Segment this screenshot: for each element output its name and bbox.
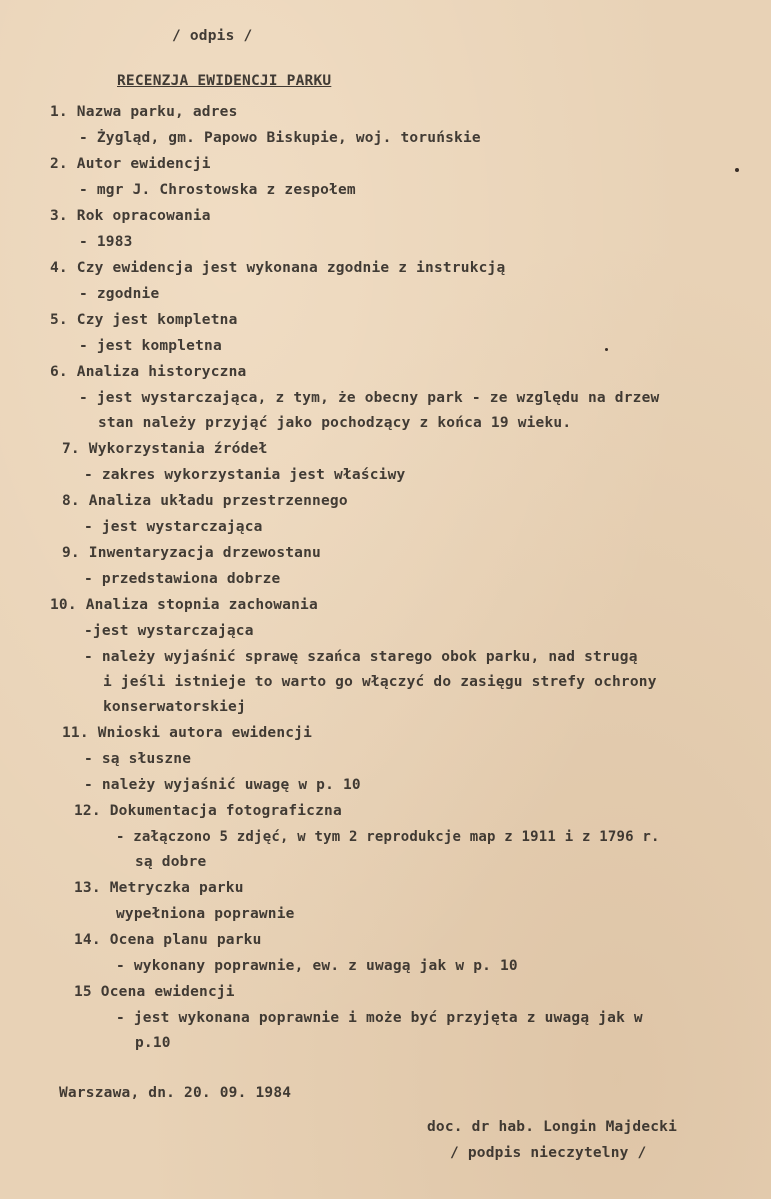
item-14-question: 14. Ocena planu parku bbox=[74, 932, 262, 948]
item-9-question: 9. Inwentaryzacja drzewostanu bbox=[62, 545, 321, 561]
item-8-answer: - jest wystarczająca bbox=[84, 519, 263, 535]
item-11-answer-line-2: - należy wyjaśnić uwagę w p. 10 bbox=[84, 777, 361, 793]
item-11-question: 11. Wnioski autora ewidencji bbox=[62, 725, 313, 741]
item-2-question: 2. Autor ewidencji bbox=[50, 156, 211, 172]
item-3-question: 3. Rok opracowania bbox=[50, 208, 211, 224]
paper-speck bbox=[735, 168, 739, 172]
item-5-question: 5. Czy jest kompletna bbox=[50, 312, 238, 328]
item-15-answer-line-2: p.10 bbox=[135, 1035, 171, 1051]
item-7-answer: - zakres wykorzystania jest właściwy bbox=[84, 467, 406, 483]
item-10-answer-line-4: konserwatorskiej bbox=[103, 699, 246, 715]
document-title: RECENZJA EWIDENCJI PARKU bbox=[117, 73, 332, 89]
item-12-question: 12. Dokumentacja fotograficzna bbox=[74, 803, 342, 819]
paper-speck bbox=[605, 348, 608, 351]
item-14-answer: - wykonany poprawnie, ew. z uwagą jak w p. 10 bbox=[116, 958, 518, 974]
item-2-answer: - mgr J. Chrostowska z zespołem bbox=[79, 182, 356, 198]
item-1-answer: - Żygląd, gm. Papowo Biskupie, woj. toruńskie bbox=[79, 130, 481, 146]
item-4-answer: - zgodnie bbox=[79, 286, 160, 302]
item-7-question: 7. Wykorzystania źródeł bbox=[62, 441, 268, 457]
item-15-question: 15 Ocena ewidencji bbox=[74, 984, 235, 1000]
item-6-question: 6. Analiza historyczna bbox=[50, 364, 247, 380]
item-10-answer-line-3: i jeśli istnieje to warto go włączyć do zasięgu strefy ochrony bbox=[103, 674, 657, 690]
item-12-answer-line-1: - załączono 5 zdjęć, w tym 2 reprodukcje map z 1911 i z 1796 r. bbox=[116, 829, 660, 845]
signatory-name: doc. dr hab. Longin Majdecki bbox=[427, 1119, 678, 1135]
item-11-answer-line-1: - są słuszne bbox=[84, 751, 192, 767]
item-6-answer-line-2: stan należy przyjąć jako pochodzący z końca 19 wieku. bbox=[98, 415, 572, 431]
item-3-answer: - 1983 bbox=[79, 234, 133, 250]
item-13-answer: wypełniona poprawnie bbox=[116, 906, 295, 922]
item-10-question: 10. Analiza stopnia zachowania bbox=[50, 597, 318, 613]
copy-mark: / odpis / bbox=[172, 28, 253, 44]
signature-note: / podpis nieczytelny / bbox=[450, 1145, 647, 1161]
item-12-answer-line-2: są dobre bbox=[135, 854, 207, 870]
item-8-question: 8. Analiza układu przestrzennego bbox=[62, 493, 348, 509]
item-6-answer-line-1: - jest wystarczająca, z tym, że obecny park - ze względu na drzew bbox=[79, 390, 660, 406]
item-10-answer-line-2: - należy wyjaśnić sprawę szańca starego obok parku, nad strugą bbox=[84, 649, 638, 665]
item-9-answer: - przedstawiona dobrze bbox=[84, 571, 281, 587]
item-10-answer-line-1: -jest wystarczająca bbox=[84, 623, 254, 639]
item-1-question: 1. Nazwa parku, adres bbox=[50, 104, 238, 120]
item-4-question: 4. Czy ewidencja jest wykonana zgodnie z instrukcją bbox=[50, 260, 506, 276]
item-5-answer: - jest kompletna bbox=[79, 338, 222, 354]
item-15-answer-line-1: - jest wykonana poprawnie i może być przyjęta z uwagą jak w bbox=[116, 1010, 643, 1026]
place-and-date: Warszawa, dn. 20. 09. 1984 bbox=[59, 1085, 292, 1101]
item-13-question: 13. Metryczka parku bbox=[74, 880, 244, 896]
